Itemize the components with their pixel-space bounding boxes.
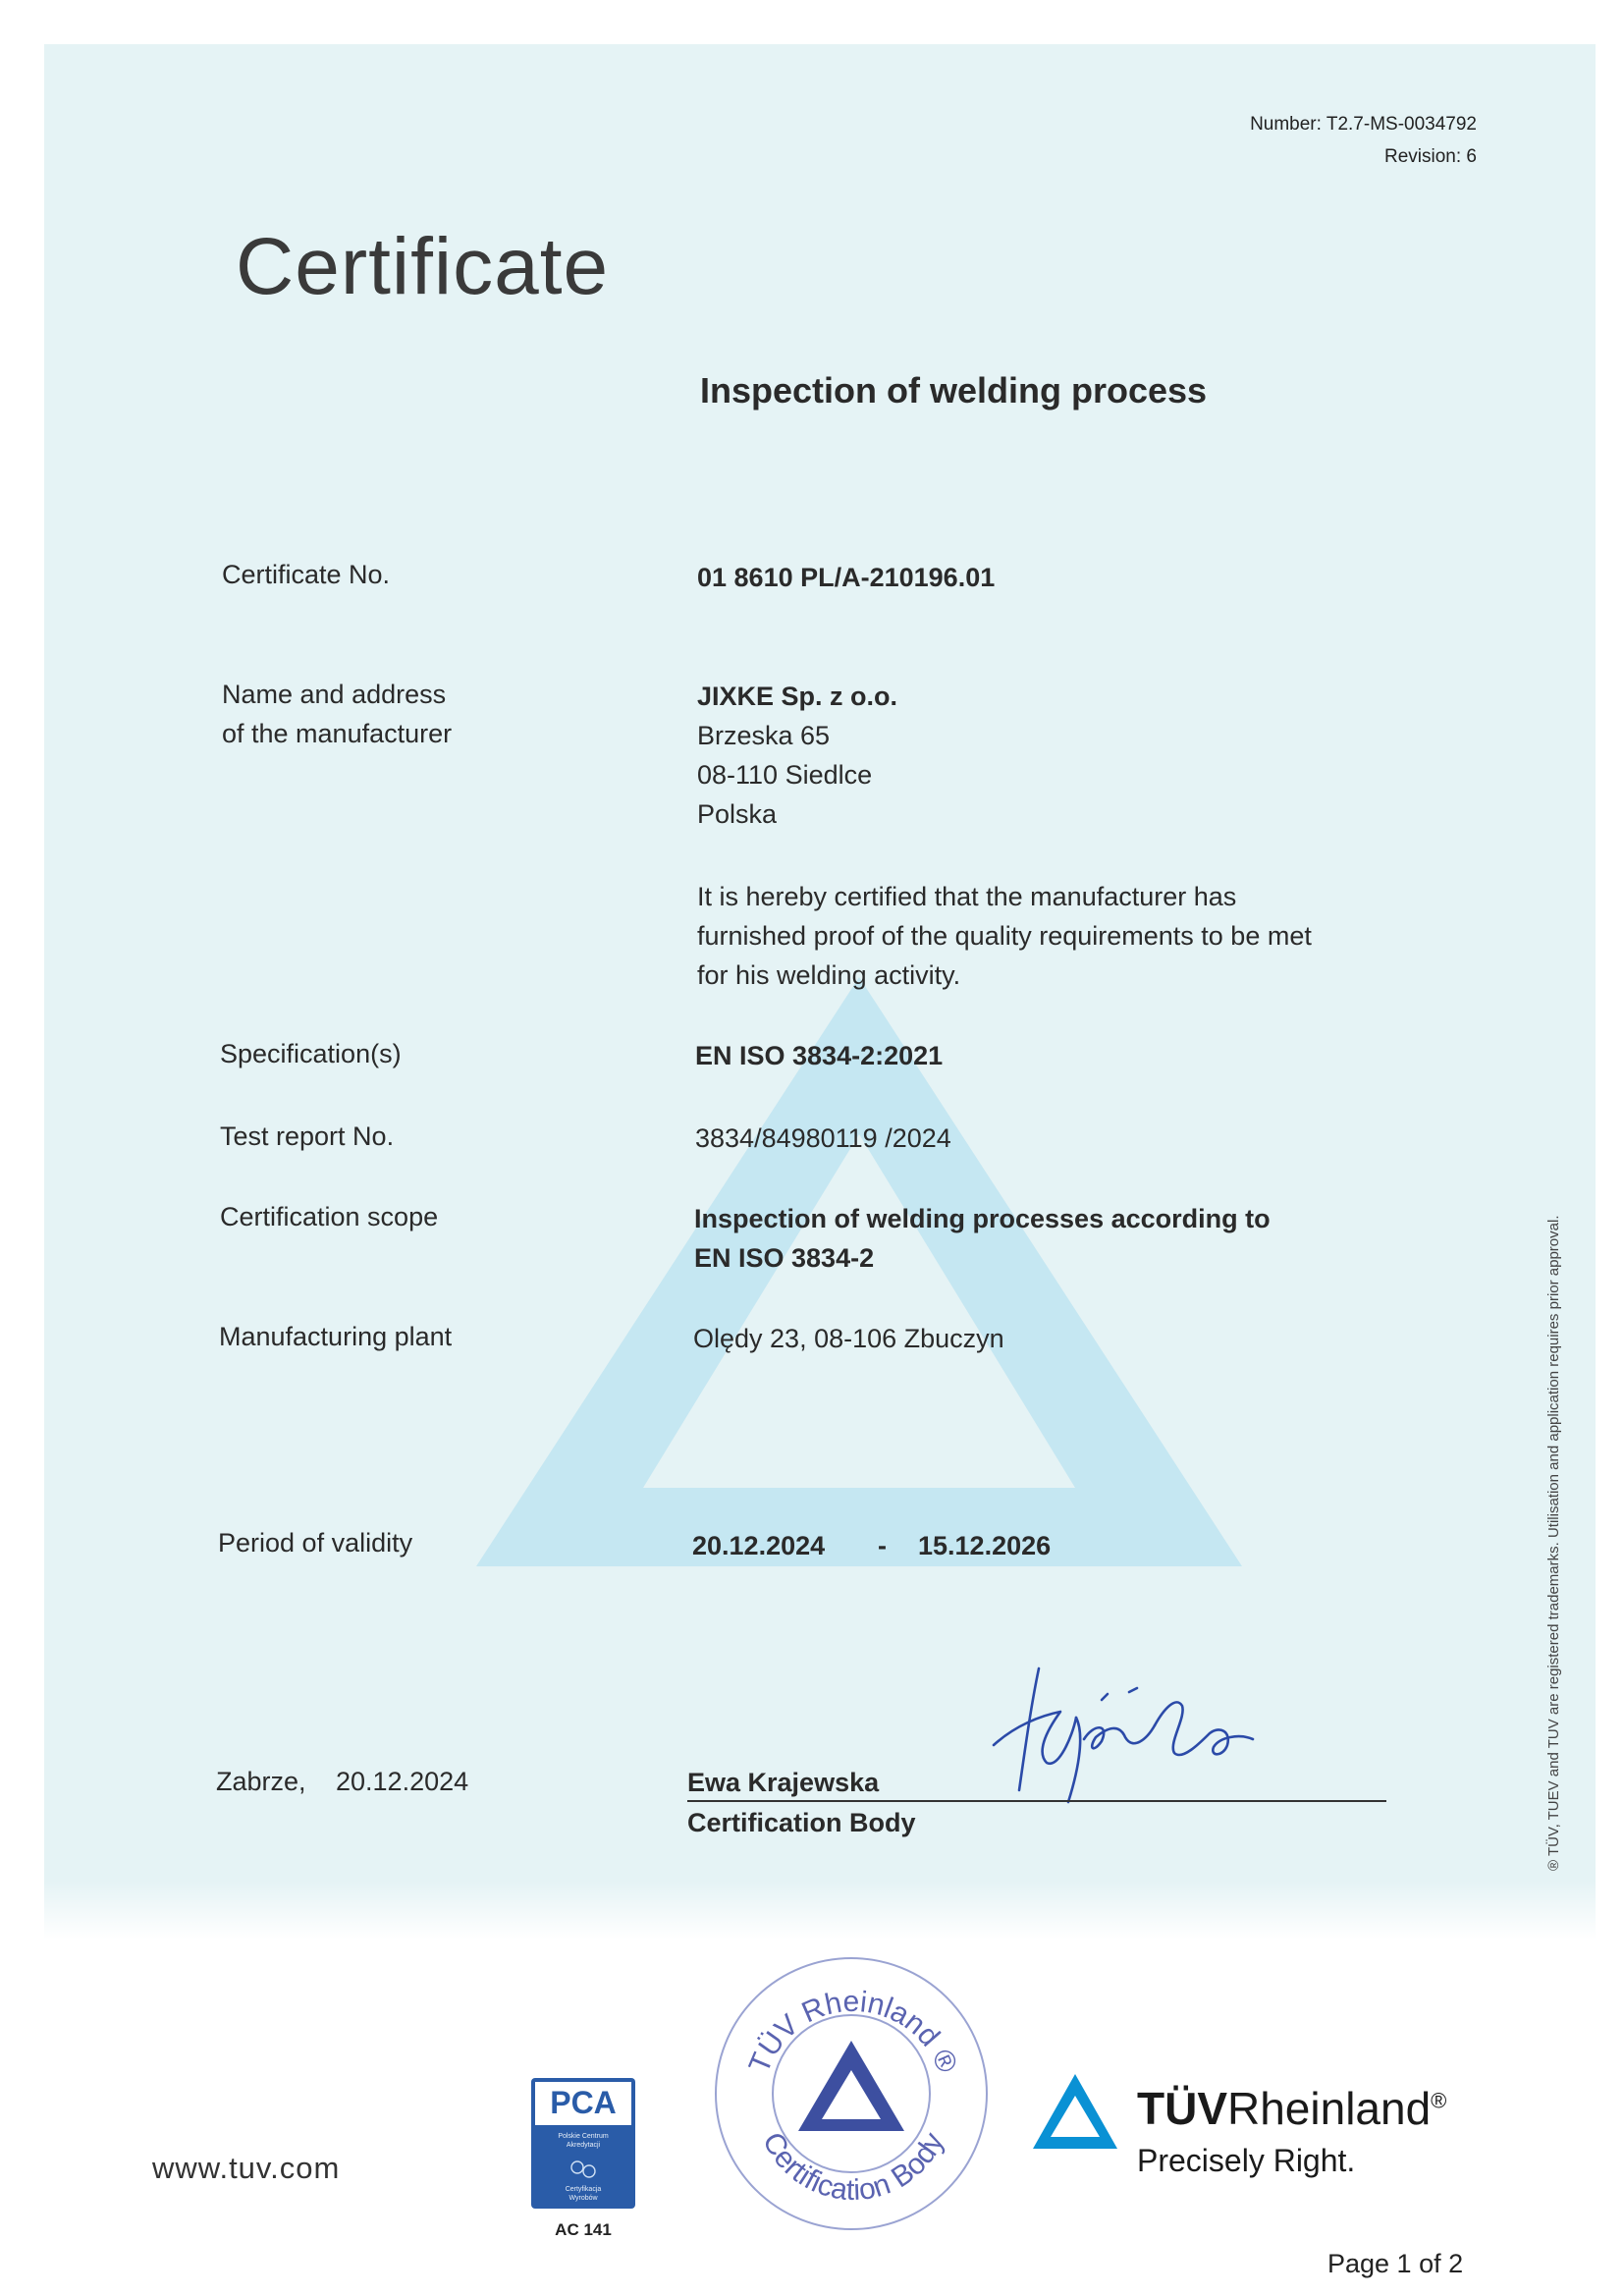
brand-name bbox=[1137, 2082, 1446, 2135]
scope-line1: Inspection of welding processes according to bbox=[694, 1204, 1271, 1233]
certification-body-seal bbox=[712, 1954, 992, 2234]
pca-code: AC 141 bbox=[555, 2220, 612, 2239]
test-report-value: 3834/84980119 /2024 bbox=[695, 1123, 951, 1153]
validity-from: 20.12.2024 bbox=[692, 1531, 826, 1560]
statement-line: furnished proof of the quality requirements to be met bbox=[697, 921, 1312, 951]
issue-date: 20.12.2024 bbox=[336, 1767, 469, 1796]
manufacturer-label-line1: Name and address bbox=[222, 680, 447, 709]
pca-line1: Polskie Centrum bbox=[558, 2133, 609, 2140]
pca-line3: Certyfikacja bbox=[565, 2186, 602, 2193]
handwritten-signature bbox=[982, 1655, 1257, 1812]
pca-line2: Akredytacji bbox=[566, 2142, 601, 2149]
specification-value: EN ISO 3834-2:2021 bbox=[695, 1041, 944, 1070]
scope-line2: EN ISO 3834-2 bbox=[694, 1243, 875, 1273]
website-link[interactable]: www.tuv.com bbox=[152, 2151, 341, 2185]
seal-triangle-icon bbox=[798, 2041, 904, 2131]
manufacturer-label bbox=[222, 675, 452, 753]
brand-tagline: Precisely Right. bbox=[1137, 2143, 1356, 2178]
manufacturer-label-line2: of the manufacturer bbox=[222, 719, 453, 748]
statement-line: It is hereby certified that the manufacturer has bbox=[697, 882, 1237, 911]
specification-label: Specification(s) bbox=[220, 1039, 402, 1068]
issue-place: Zabrze, bbox=[216, 1767, 306, 1796]
manufacturer-city: 08-110 Siedlce bbox=[697, 760, 873, 790]
test-report-label: Test report No. bbox=[220, 1121, 395, 1151]
certification-body-label: Certification Body bbox=[687, 1808, 916, 1837]
manufacturer-address bbox=[697, 677, 897, 834]
plant-label: Manufacturing plant bbox=[219, 1322, 453, 1351]
tuv-triangle-icon bbox=[1031, 2072, 1119, 2151]
seal-top-text: TÜV Rheinland ® bbox=[742, 1985, 964, 2078]
brand-registered: ® bbox=[1431, 2088, 1447, 2113]
certificate-no-label: Certificate No. bbox=[222, 560, 391, 589]
manufacturer-street: Brzeska 65 bbox=[697, 721, 831, 750]
plant-value: Olędy 23, 08-106 Zbuczyn bbox=[693, 1324, 1004, 1353]
document-number-block bbox=[1250, 108, 1477, 173]
certificate-no-value: 01 8610 PL/A-210196.01 bbox=[697, 563, 996, 592]
seal-bottom-text: Certification Body bbox=[755, 2127, 950, 2208]
validity-label: Period of validity bbox=[218, 1528, 413, 1558]
validity-separator: - bbox=[878, 1531, 887, 1560]
scope-label: Certification scope bbox=[220, 1202, 439, 1231]
document-revision: Revision: 6 bbox=[1384, 146, 1477, 167]
validity-to: 15.12.2026 bbox=[918, 1531, 1052, 1560]
manufacturer-country: Polska bbox=[697, 799, 778, 829]
scope-value bbox=[694, 1199, 1271, 1278]
pca-line4: Wyrobów bbox=[568, 2195, 598, 2202]
brand-name-bold: TÜV bbox=[1137, 2083, 1227, 2134]
tuv-rheinland-logo bbox=[1031, 2072, 1447, 2190]
page-number: Page 1 of 2 bbox=[1327, 2249, 1464, 2278]
brand-name-regular: Rheinland bbox=[1227, 2083, 1432, 2134]
statement-line: for his welding activity. bbox=[697, 960, 961, 990]
signatory-name: Ewa Krajewska bbox=[687, 1768, 880, 1797]
page-title: Certificate bbox=[236, 222, 610, 311]
svg-text:Certification Body bbox=[756, 2127, 950, 2207]
pca-logo-text: PCA bbox=[550, 2085, 617, 2120]
trademark-note: ® TÜV, TUEV and TUV are registered trademarks. Utilisation and application requires prior approval. bbox=[1545, 1215, 1562, 1871]
pca-accreditation-logo bbox=[530, 2077, 636, 2239]
manufacturer-name: JIXKE Sp. z o.o. bbox=[697, 682, 898, 711]
pca-badge-icon bbox=[530, 2077, 636, 2210]
certification-statement bbox=[697, 877, 1312, 995]
document-number: Number: T2.7-MS-0034792 bbox=[1250, 114, 1477, 135]
certificate-subtitle: Inspection of welding process bbox=[700, 370, 1208, 410]
